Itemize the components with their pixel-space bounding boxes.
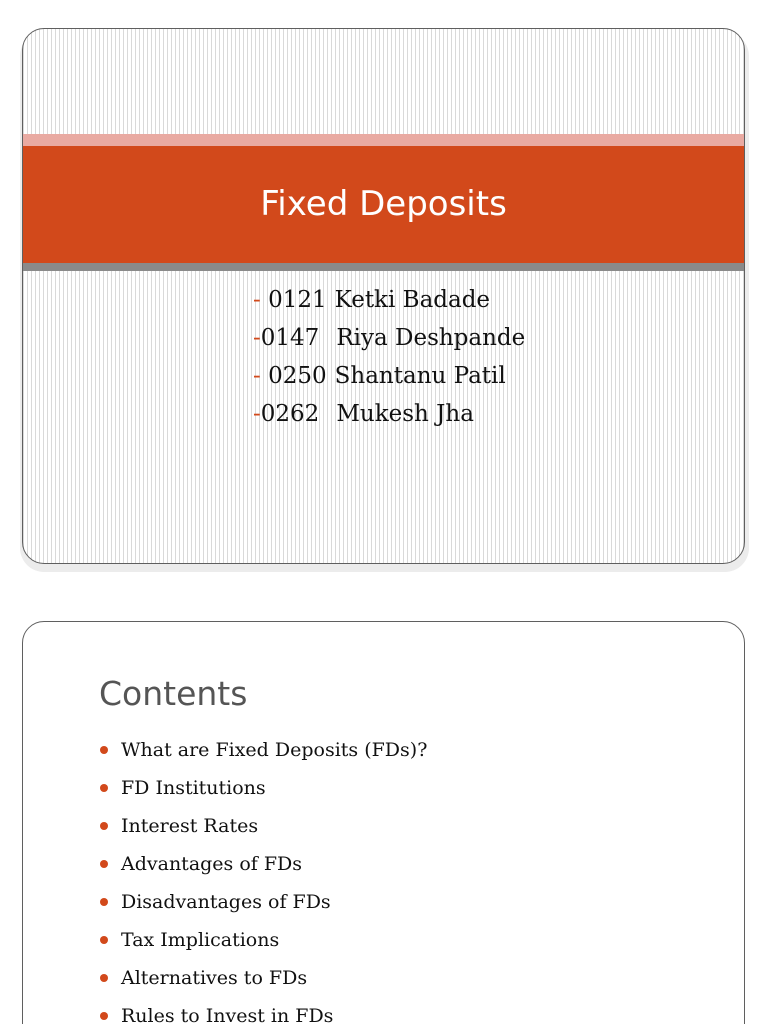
author-dash: - bbox=[253, 401, 261, 427]
bullet-dot-icon bbox=[100, 1012, 108, 1020]
author-dash: - bbox=[253, 325, 261, 351]
bullet-dot-icon bbox=[100, 784, 108, 792]
bullet-dot-icon bbox=[100, 822, 108, 830]
contents-item-label: Advantages of FDs bbox=[121, 853, 303, 875]
bullet-dot-icon bbox=[100, 936, 108, 944]
contents-item-label: FD Institutions bbox=[121, 777, 266, 799]
author-dash: - bbox=[253, 363, 269, 389]
contents-item-label: Tax Implications bbox=[121, 929, 280, 951]
contents-item bbox=[99, 773, 427, 811]
author-name: Ketki Badade bbox=[334, 287, 491, 313]
author-dash: - bbox=[253, 287, 269, 313]
author-name: Mukesh Jha bbox=[336, 401, 474, 427]
author-id: 0250 bbox=[268, 363, 327, 389]
contents-item-label: What are Fixed Deposits (FDs)? bbox=[121, 739, 428, 761]
title-band-bottom-stripe bbox=[23, 263, 744, 271]
author-item bbox=[253, 357, 525, 395]
contents-item-label: Interest Rates bbox=[121, 815, 259, 837]
contents-item-label: Rules to Invest in FDs bbox=[121, 1005, 334, 1024]
author-name: Riya Deshpande bbox=[336, 325, 526, 351]
contents-item bbox=[99, 963, 427, 1001]
contents-item bbox=[99, 925, 427, 963]
slide-title: Fixed Deposits bbox=[260, 184, 507, 224]
author-name: Shantanu Patil bbox=[334, 363, 506, 389]
bullet-dot-icon bbox=[100, 974, 108, 982]
contents-item bbox=[99, 887, 427, 925]
bullet-dot-icon bbox=[100, 860, 108, 868]
contents-item-label: Alternatives to FDs bbox=[121, 967, 308, 989]
author-id: 0262 bbox=[260, 401, 320, 427]
title-band bbox=[23, 146, 744, 263]
contents-list bbox=[99, 735, 427, 1024]
bullet-dot-icon bbox=[100, 898, 108, 906]
contents-item bbox=[99, 849, 427, 887]
bullet-dot-icon bbox=[100, 746, 108, 754]
contents-title: Contents bbox=[99, 674, 248, 713]
author-item bbox=[253, 395, 525, 433]
author-list bbox=[253, 281, 525, 433]
author-id: 0121 bbox=[268, 287, 327, 313]
contents-item bbox=[99, 735, 427, 773]
author-item bbox=[253, 281, 525, 319]
contents-slide bbox=[22, 621, 745, 1024]
title-slide bbox=[22, 28, 745, 564]
contents-item bbox=[99, 811, 427, 849]
title-band-top-stripe bbox=[23, 134, 744, 146]
contents-item bbox=[99, 1001, 427, 1024]
author-item bbox=[253, 319, 525, 357]
contents-item-label: Disadvantages of FDs bbox=[121, 891, 331, 913]
author-id: 0147 bbox=[260, 325, 320, 351]
